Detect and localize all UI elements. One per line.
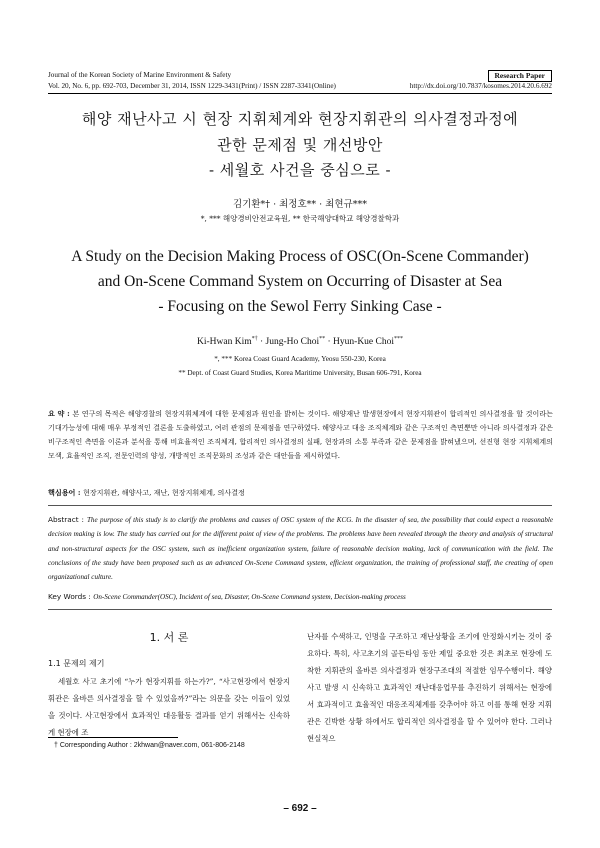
left-paragraph: 세월호 사고 초기에 “누가 현장지휘를 하는가?”, “사고현장에서 현장지휘관은 올바른 의사결정을 할 수 있었을까?”라는 의문을 갖는 이들이 있었을 것이다. 사고현장에서 효과적인 대응활동 결과를 얻기 위해서는 신속하게 현장에 조 xyxy=(48,677,290,737)
korean-abstract-text: 본 연구의 목적은 해양경찰의 현장지휘체계에 대한 문제점과 원인을 밝히는 것이다. 해양재난 발생현장에서 현장지휘관이 합리적인 의사결정을 할 것이라는 기대가능성에 대해 매우 부정적인 결론을 도출하였고, 여러 관점의 문제점을 연구하였다. 해양사고 대응 조직체계와 같은 구조적인 측면뿐만 아니라 의사결정과 같은 비구조적인 측면을 이론과 분석을 통해 비효율적인 조직체계, 합리적인 의사결정의 실패, 현장과의 소통 부족과 같은 문제점을 밝혀냈으며, 선진형 현장 지휘체계의 모색, 효율적인 조직, 전문인력의 양성, 개방적인 조직문화의 조성과 같은 대안들을 제시하였다. xyxy=(48,409,553,460)
english-authors xyxy=(0,336,600,347)
english-keywords xyxy=(48,592,406,601)
body-left-column xyxy=(48,673,290,741)
korean-affiliations: *, *** 해양경비안전교육원, ** 한국해양대학교 해양경찰학과 xyxy=(200,214,400,223)
english-abstract-label: Abstract : xyxy=(48,515,87,524)
english-title-line-2: and On-Scene Command System on Occurring of Disaster at Sea xyxy=(97,273,503,290)
english-abstract-text: The purpose of this study is to clarify the problems and causes of OSC system of the KCG. In the disaster of sea, the possibility that could expect a reasonable decision making is low. The study has carried out for the different point of view of the problems. The problems have been revealed through the theory and analysis of structural and non-structural aspects for the OSC system, such as inefficient organization system, failure of reasonable decision making, lack of communication with the field. The conclusions of the study have been proposed such as an advanced On-Scene Command system, efficient organization, the training of professional staff, the creating of open organizational culture. xyxy=(48,516,553,582)
header-rule xyxy=(48,93,552,94)
english-keywords-label: Key Words : xyxy=(48,592,94,601)
english-title-line-1: A Study on the Decision Making Process of OSC(On-Scene Commander) xyxy=(71,248,529,265)
english-abstract xyxy=(48,513,553,584)
korean-title-line-1: 해양 재난사고 시 현장 지휘체계와 현장지휘관의 의사결정과정에 xyxy=(81,110,519,128)
korean-title-line-3: - 세월호 사건을 중심으로 - xyxy=(208,161,392,179)
english-title-line-3: - Focusing on the Sewol Ferry Sinking Case - xyxy=(158,298,442,315)
author-separator: · xyxy=(325,337,334,348)
author-2-name: Jung-Ho Choi xyxy=(265,337,320,348)
korean-authors: 김기환*† · 최정호** · 최현규*** xyxy=(233,199,367,210)
section-heading: 1. 서 론 xyxy=(149,631,189,644)
volume-info: Vol. 20, No. 6, pp. 692-703, December 31, 2014, ISSN 1229-3431(Print) / ISSN 2287-3341(Online) xyxy=(48,82,336,90)
right-paragraph: 난자를 수색하고, 인명을 구조하고 재난상황을 조기에 안정화시키는 것이 중요하다. 특히, 사고초기의 골든타임 동안 제일 중요한 것은 최초로 현장에 도착한 지휘관의 올바른 의사결정과 현장구조대의 적절한 임무수행이다. 해양사고 발생 시 신속하고 효과적인 재난대응업무를 추진하기 위해서는 현장에서 효과적이고 효율적인 대응조직체계를 갖추어야 하고 이를 통해 현장 지휘관은 긴박한 상황 하에서도 합리적인 의사결정을 할 수 있어야 한다. 그러나 현실적으 xyxy=(307,632,552,743)
korean-title-line-2: 관한 문제점 및 개선방안 xyxy=(217,136,383,154)
divider xyxy=(48,505,552,506)
divider xyxy=(48,609,552,610)
body-right-column xyxy=(307,628,552,747)
author-3-name: Hyun-Kue Choi xyxy=(333,337,394,348)
english-keywords-text: On-Scene Commander(OSC), Incident of sea, Disaster, On-Scene Command system, Decision-making process xyxy=(93,593,406,601)
english-affiliation-2: ** Dept. of Coast Guard Studies, Korea Maritime University, Busan 606-791, Korea xyxy=(178,369,422,377)
research-paper-badge: Research Paper xyxy=(488,70,552,82)
doi-link[interactable]: http://dx.doi.org/10.7837/kosomes.2014.20.6.692 xyxy=(409,82,552,90)
korean-abstract xyxy=(48,407,553,463)
author-1-name: Ki-Hwan Kim xyxy=(197,337,252,348)
korean-keywords-label: 핵심용어 : xyxy=(48,488,83,497)
english-affiliation-1: *, *** Korea Coast Guard Academy, Yeosu 550-230, Korea xyxy=(214,355,386,363)
journal-name: Journal of the Korean Society of Marine Environment & Safety xyxy=(48,71,232,79)
corresponding-author-footnote: † Corresponding Author : 2khwan@naver.com, 061-806-2148 xyxy=(54,742,245,749)
korean-keywords xyxy=(48,488,245,498)
subsection-heading: 1.1 문제의 제기 xyxy=(48,659,105,668)
author-1-mark: *† xyxy=(251,336,258,342)
author-3-mark: *** xyxy=(394,336,403,342)
korean-keywords-text: 현장지휘관, 해양사고, 재난, 현장지휘체계, 의사결정 xyxy=(82,488,245,497)
author-separator: · xyxy=(257,337,266,348)
footnote-rule xyxy=(48,737,178,738)
author-2-mark: ** xyxy=(319,336,326,342)
korean-abstract-label: 요 약 : xyxy=(48,409,73,418)
page-number: – 692 – xyxy=(283,803,317,814)
